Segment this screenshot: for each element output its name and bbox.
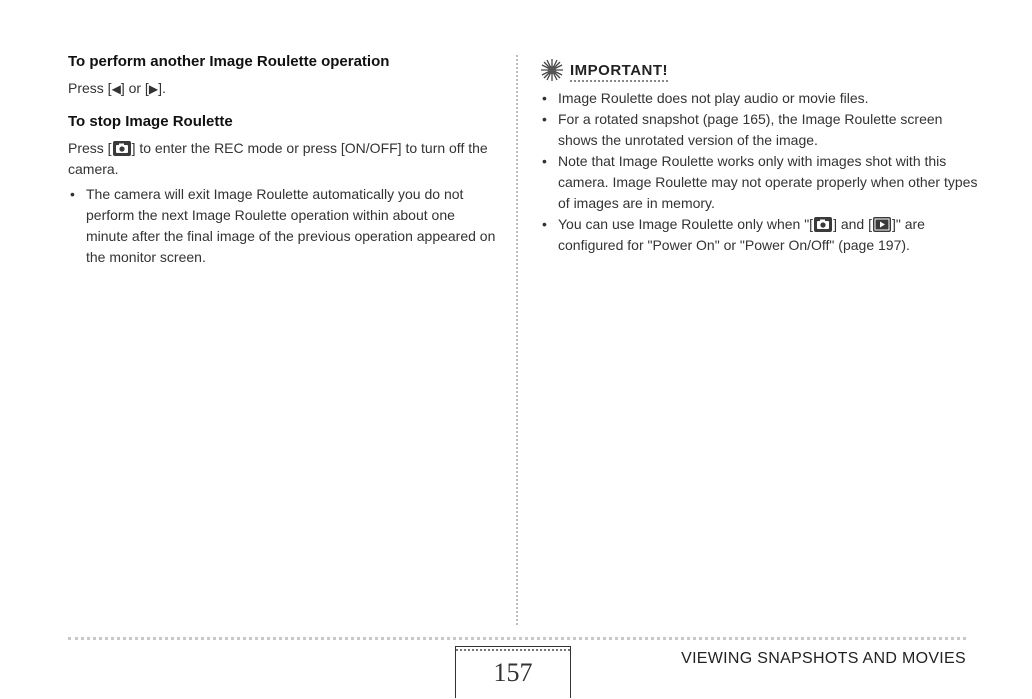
list-item: • Image Roulette does not play audio or movie files. [540, 88, 980, 109]
left-arrow-icon: ◀ [111, 82, 121, 96]
list-item: • You can use Image Roulette only when "[ ] and [ ]" are configured for "Power On" or "Power On/Off" (page 197). [540, 214, 980, 256]
right-column [540, 60, 980, 256]
list-item: • Note that Image Roulette works only with images shot with this camera. Image Roulette may not operate properly when other types of images are in memory. [540, 151, 980, 214]
footer-divider [68, 637, 966, 640]
stop-roulette-bullets [68, 184, 498, 268]
camera-icon [814, 217, 832, 232]
page-number-box [455, 646, 571, 698]
section-heading-stop-roulette: To stop Image Roulette [68, 113, 233, 130]
important-header [540, 60, 980, 84]
list-item: • For a rotated snapshot (page 165), the Image Roulette screen shows the unrotated version of the image. [540, 109, 980, 151]
another-operation-text: Press [◀] or [▶]. [68, 80, 166, 96]
stop-roulette-text: Press [ ] to enter the REC mode or press [ON/OFF] to turn off the camera. [68, 140, 488, 177]
section-heading-another-operation: To perform another Image Roulette operation [68, 53, 390, 70]
left-column [68, 52, 498, 268]
important-label: IMPORTANT! [570, 62, 668, 82]
camera-icon [113, 141, 131, 156]
list-item: • The camera will exit Image Roulette automatically you do not perform the next Image Roulette operation within about one minute after the final image of the previous operation appeared on the monitor screen. [68, 184, 498, 268]
column-divider [516, 55, 518, 625]
starburst-icon [540, 59, 564, 86]
section-title: VIEWING SNAPSHOTS AND MOVIES [681, 650, 966, 667]
play-icon [873, 217, 891, 232]
page-number: 157 [493, 658, 533, 687]
right-arrow-icon: ▶ [148, 82, 159, 96]
important-bullets [540, 88, 980, 256]
